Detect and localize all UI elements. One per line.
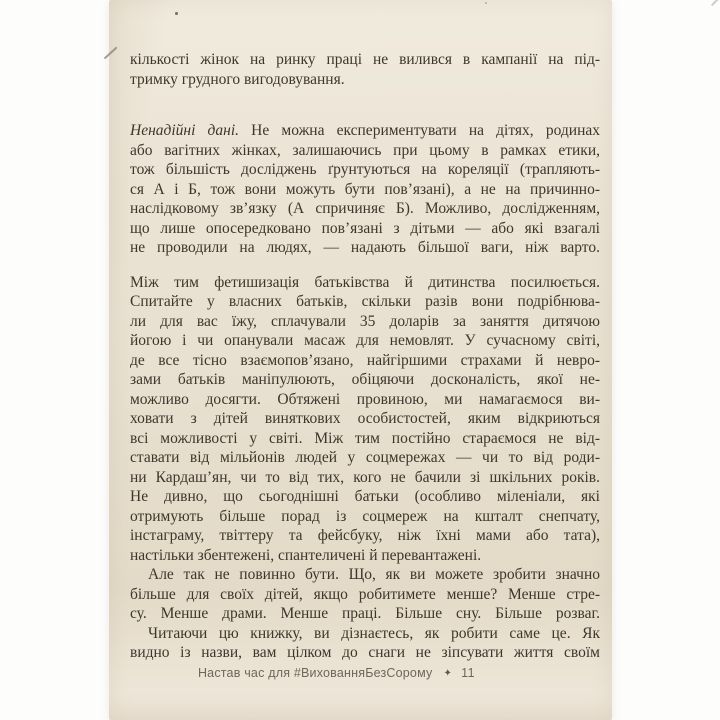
paragraph-2 <box>130 121 600 258</box>
text-line <box>130 121 600 141</box>
text-line: Спитайте у власних батьків, скільки разів вони подрібнюва- <box>130 293 600 310</box>
text-line: тримку грудного вигодовування. <box>130 70 345 88</box>
text-line: зами батьків маніпулюють, обіцяючи досконалість, якої не- <box>130 371 600 388</box>
text-line: отримують більше порад із соцмереж на кшталт снепчату, <box>130 507 600 525</box>
corner-mark <box>711 0 719 6</box>
text-line: ховати з дітей виняткових особистостей, яким відкриються <box>130 410 600 427</box>
text-line: видно із назви, вам цілком до снаги не зіпсувати життя своїм <box>130 644 600 661</box>
paragraph-4 <box>130 565 600 624</box>
text-line: тож більшість досліджень ґрунтуються на кореляції (трапляють- <box>130 161 600 178</box>
text-line: інстаграму, твіттеру та фейсбуку, ніж їхні мами або тата), <box>130 527 600 544</box>
paragraph-1 <box>130 50 600 89</box>
text-line: Але так не повинно бути. Що, як ви можете зробити значно <box>148 566 600 583</box>
text-line: не проводили на людях, — надають більшої ваги, ніж варто. <box>130 239 600 256</box>
text-line: кількості жінок на ринку праці не вилився в кампанії на під- <box>130 51 600 68</box>
page-number: 11 <box>461 666 476 680</box>
italic-lead: Ненадійні дані. <box>130 122 240 139</box>
text-line: або вагітних жінках, залишаючись при цьому в рамках етики, <box>130 141 600 159</box>
text-line: ни Кардаш’ян, чи то від тих, кого не бачили зі шкільних років. <box>130 468 600 486</box>
text-line: ли для вас їжу, сплачували 35 доларів за заняття дитячою <box>130 312 600 330</box>
text-line: настільки збентежені, спантеличені й перевантажені. <box>130 546 482 564</box>
text-line: більше для своїх дітей, якщо робитимете менше? Менше стре- <box>130 585 600 603</box>
running-title: Настав час для #ВихованняБезСорому <box>197 666 433 680</box>
crease-mark <box>104 47 118 60</box>
page-footer <box>109 666 564 682</box>
text-line: Між тим фетишизація батьківства й дитинства посилюється. <box>130 273 600 291</box>
page-text <box>130 50 600 663</box>
text-line: що лише опосередковано пов’язані з дітьми — або які взагалі <box>130 219 600 237</box>
dust-speck <box>485 2 487 4</box>
text-line: можливо досягти. Обтяжені провиною, ми намагаємося ви- <box>130 390 600 408</box>
text-line: ся А і Б, тож вони можуть бути пов’язані), а не на причинно- <box>130 180 600 198</box>
text-line: всі можливості у світі. Між тим постійно стараємося не від- <box>130 429 600 447</box>
text-line: Читаючи цю книжку, ви дізнаєтесь, як робити саме це. Як <box>148 624 600 642</box>
paragraph-3 <box>130 273 600 566</box>
text-line: ставати від мільйонів людей у соцмережах — чи то від роди- <box>130 449 600 466</box>
text-line: Не дивно, що сьогоднішні батьки (особливо міленіали, які <box>130 488 600 505</box>
dust-speck <box>175 12 178 15</box>
text-line: су. Менше драми. Менше праці. Більше сну. Більше розваг. <box>130 605 600 622</box>
paragraph-5 <box>130 624 600 663</box>
line-text: Не можна експериментувати на дітях, родинах <box>239 122 600 139</box>
text-line: наслідковому зв’язку (А спричиняє Б). Можливо, дослідженням, <box>130 200 600 217</box>
book-page <box>109 0 612 720</box>
text-line: де все тісно взаємопов’язано, найгіршими страхами й невро- <box>130 351 600 369</box>
text-line: йогою і чи опанували масаж для немовлят. У сучасному світі, <box>130 332 600 349</box>
diamond-icon: ✦ <box>443 668 453 679</box>
